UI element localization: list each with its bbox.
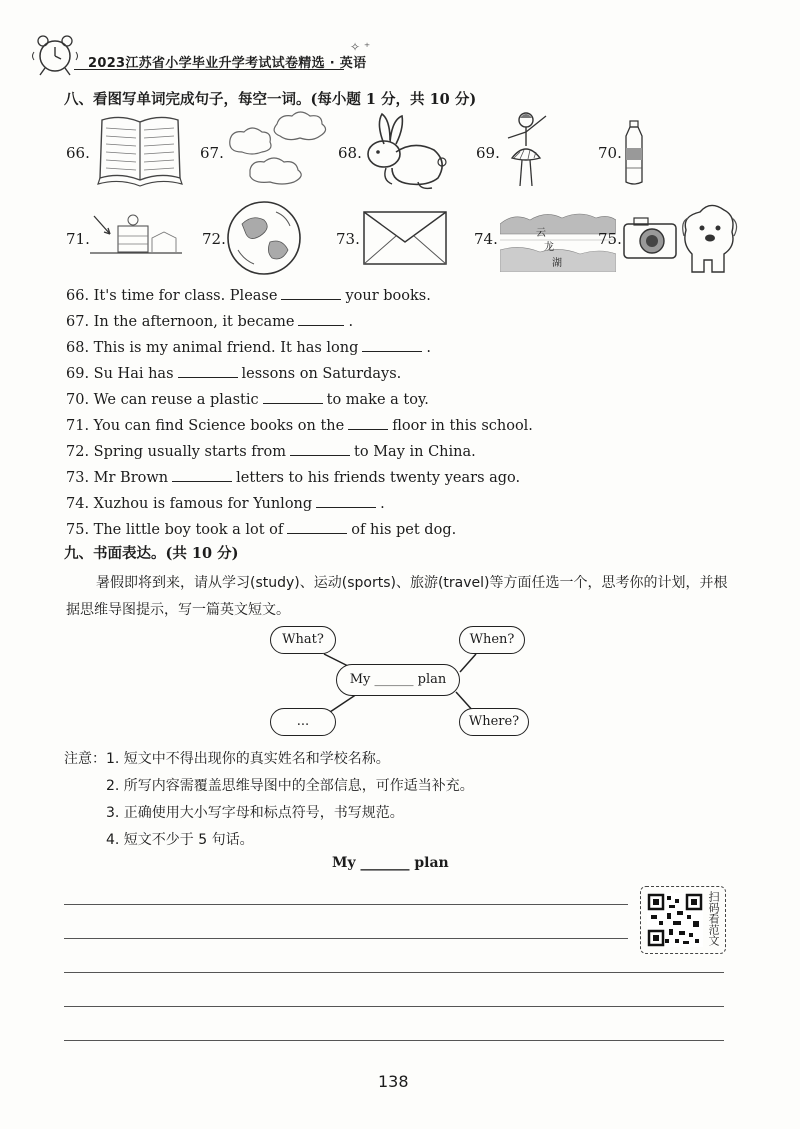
question-66 [66, 287, 431, 304]
picture-number: 67. [200, 144, 224, 162]
answer-blank[interactable] [316, 495, 376, 508]
question-text: 69. Su Hai has [66, 366, 174, 382]
question-69 [66, 365, 401, 382]
note-1: 注意：1. 短文中不得出现你的真实姓名和学校名称。 [64, 751, 390, 767]
question-text: 71. You can find Science books on the [66, 418, 345, 434]
writing-line[interactable] [64, 1040, 724, 1041]
writing-line[interactable] [64, 1006, 724, 1007]
camera-dog-icon [620, 202, 740, 280]
question-text: . [426, 340, 432, 356]
mindmap-node-center: My ______ plan [336, 664, 460, 696]
answer-blank[interactable] [178, 365, 238, 378]
question-text: 66. It's time for class. Please [66, 288, 278, 304]
mindmap-node-when: When? [459, 626, 525, 654]
note-4: 4. 短文不少于 5 句话。 [106, 832, 254, 848]
question-text: 73. Mr Brown [66, 470, 169, 486]
rabbit-icon [358, 112, 448, 196]
lake-sign-char: 云 [536, 228, 546, 239]
question-text: 67. In the afternoon, it became [66, 314, 295, 330]
answer-blank[interactable] [348, 417, 388, 430]
question-72 [66, 443, 476, 460]
question-70 [66, 391, 429, 408]
answer-blank[interactable] [290, 443, 350, 456]
question-text: your books. [345, 288, 431, 304]
question-text: 74. Xuzhou is famous for Yunlong [66, 496, 313, 512]
mindmap-node-dots: ... [270, 708, 336, 736]
envelope-icon [362, 210, 448, 270]
writing-line[interactable] [64, 904, 628, 905]
section-9-title: 九、书面表达。(共 10 分) [64, 545, 239, 562]
globe-icon [224, 198, 304, 282]
picture-number: 69. [476, 144, 500, 162]
mindmap-node-what: What? [270, 626, 336, 654]
answer-blank[interactable] [298, 313, 344, 326]
header-rule [74, 69, 344, 70]
writing-task: 暑假即将到来，请从学习(study)、运动(sports)、旅游(travel)等方面任选一个，思考你的计划，并根据思维导图提示，写一篇英文短文。 [66, 575, 728, 618]
question-text: floor in this school. [392, 418, 533, 434]
book-icon [96, 112, 184, 192]
note-2: 2. 所写内容需覆盖思维导图中的全部信息，可作适当补充。 [106, 778, 474, 794]
question-text: 70. We can reuse a plastic [66, 392, 259, 408]
picture-number: 68. [338, 144, 362, 162]
question-text: lessons on Saturdays. [241, 366, 402, 382]
picture-number: 66. [66, 144, 90, 162]
question-73 [66, 469, 520, 486]
question-71 [66, 417, 533, 434]
question-68 [66, 339, 431, 356]
sparkle-icon: ✧ ⁺ [350, 40, 371, 54]
writing-line[interactable] [64, 972, 724, 973]
question-text: . [348, 314, 354, 330]
question-text: 72. Spring usually starts from [66, 444, 287, 460]
picture-number: 70. [598, 144, 622, 162]
answer-blank[interactable] [263, 391, 323, 404]
alarm-clock-icon [30, 30, 80, 78]
question-text: . [380, 496, 385, 512]
section-8-title: 八、看图写单词完成句子，每空一词。(每小题 1 分，共 10 分) [64, 91, 477, 108]
dancer-icon [500, 110, 560, 196]
answer-blank[interactable] [281, 287, 341, 300]
picture-number: 73. [336, 230, 360, 248]
question-text: 68. This is my animal friend. It has long [66, 340, 359, 356]
question-text: letters to his friends twenty years ago. [236, 470, 521, 486]
clouds-icon [222, 110, 332, 194]
answer-blank[interactable] [172, 469, 232, 482]
mindmap-node-where: Where? [459, 708, 529, 736]
question-text: to May in China. [354, 444, 476, 460]
header-title: 2023江苏省小学毕业升学考试试卷精选 · 英语 [88, 56, 367, 71]
answer-blank[interactable] [287, 521, 347, 534]
lake-sign-char: 湖 [552, 258, 562, 269]
school-floor-icon [90, 212, 182, 260]
picture-number: 74. [474, 230, 498, 248]
qr-code-label: 扫码看范文 [707, 891, 720, 946]
qr-code-icon [647, 893, 703, 947]
writing-line[interactable] [64, 938, 628, 939]
question-text: of his pet dog. [351, 522, 457, 538]
picture-number: 75. [598, 230, 622, 248]
question-67 [66, 313, 353, 330]
question-75 [66, 521, 456, 538]
note-3: 3. 正确使用大小写字母和标点符号，书写规范。 [106, 805, 404, 821]
picture-number: 72. [202, 230, 226, 248]
question-text: 75. The little boy took a lot of [66, 522, 284, 538]
question-text: to make a toy. [326, 392, 429, 408]
page-number: 138 [378, 1072, 409, 1091]
writing-title: My _______ plan [332, 855, 449, 871]
question-74 [66, 495, 385, 512]
lake-sign-char: 龙 [544, 242, 554, 253]
qr-code-box[interactable] [640, 886, 726, 954]
answer-blank[interactable] [362, 339, 422, 352]
picture-number: 71. [66, 230, 90, 248]
bottle-icon [622, 120, 646, 190]
